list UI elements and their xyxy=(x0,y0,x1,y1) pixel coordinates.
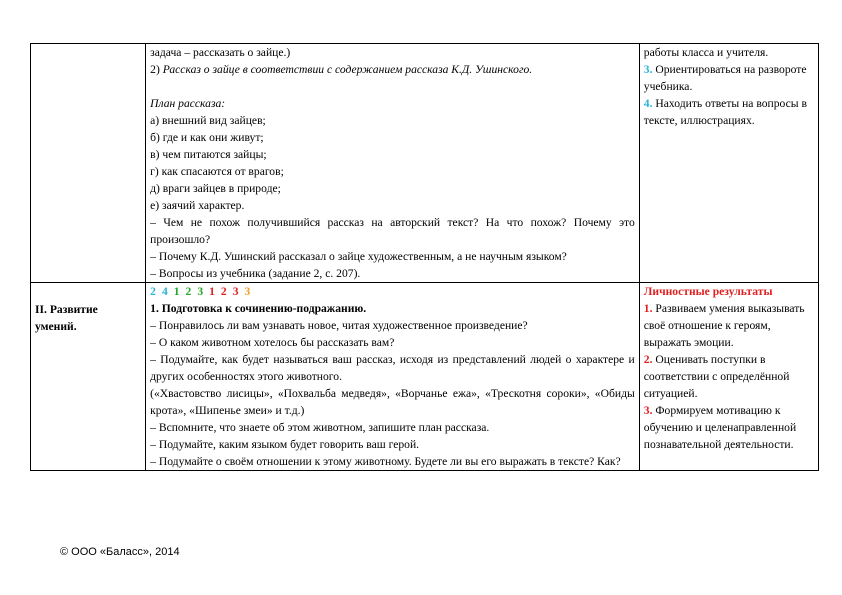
result-text: Оценивать поступки в соответствии с определённой ситуацией. xyxy=(643,353,790,400)
section-heading: 1. Подготовка к сочинению-подражанию. xyxy=(150,302,367,315)
question: – Почему К.Д. Ушинский рассказал о зайце художественным, а не научным языком? xyxy=(150,250,567,263)
question: – О каком животном хотелось бы рассказать вам? xyxy=(150,336,395,349)
result-number: 3. xyxy=(643,63,653,76)
question: – Подумайте, как будет называться ваш рассказ, исходя из представлений людей о характере и других особенностях этого животного. xyxy=(150,353,635,383)
result-item xyxy=(644,351,814,402)
spacer xyxy=(150,78,635,95)
question: – Подумайте о своём отношении к этому животному. Будете ли вы его выражать в тексте? Как? xyxy=(150,455,621,468)
stage-cell xyxy=(31,44,146,283)
content-cell xyxy=(146,44,640,283)
result-text: Находить ответы на вопросы в тексте, иллюстрациях. xyxy=(643,97,807,127)
result-text: Формируем мотивацию к обучению и целенаправленной познавательной деятельности. xyxy=(643,404,797,451)
task-number: 4 xyxy=(161,285,168,298)
stage-title: II. Развитие умений. xyxy=(35,303,98,333)
result-item xyxy=(644,402,814,453)
result-item xyxy=(644,61,814,95)
result-item xyxy=(644,300,814,351)
question: – Вопросы из учебника (задание 2, с. 207). xyxy=(150,267,361,280)
plan-item: е) заячий характер. xyxy=(150,199,245,212)
result-number: 4. xyxy=(643,97,653,110)
task-number: 2 xyxy=(185,285,192,298)
results-cell xyxy=(639,44,818,283)
result-item xyxy=(644,95,814,129)
task-number: 3 xyxy=(197,285,204,298)
plan-item: в) чем питаются зайцы; xyxy=(150,148,267,161)
task-number: 1 xyxy=(209,285,215,298)
task-number: 2 xyxy=(150,285,156,298)
stage-cell xyxy=(31,283,146,471)
lesson-table xyxy=(30,43,819,471)
table-row xyxy=(31,44,819,283)
plan-item: д) враги зайцев в природе; xyxy=(150,182,281,195)
result-line: работы класса и учителя. xyxy=(643,46,769,59)
task-number: 3 xyxy=(244,285,251,298)
result-number: 3. xyxy=(643,404,653,417)
plan-title: План рассказа: xyxy=(150,97,226,110)
question: («Хвастовство лисицы», «Похвальба медведя», «Ворчанье ежа», «Трескотня сороки», «Обиды крота», «Шипенье змеи» и т.д.) xyxy=(150,387,635,417)
question: – Подумайте, каким языком будет говорить ваш герой. xyxy=(150,438,420,451)
text-line xyxy=(150,61,635,78)
question: – Чем не похож получившийся рассказ на авторский текст? На что похож? Почему это произошло? xyxy=(150,216,635,246)
question: – Вспомните, что знаете об этом животном, запишите план рассказа. xyxy=(150,421,490,434)
results-cell xyxy=(639,283,818,471)
question: – Понравилось ли вам узнавать новое, читая художественное произведение? xyxy=(150,319,528,332)
plan-item: б) где и как они живут; xyxy=(150,131,264,144)
plan-item: г) как спасаются от врагов; xyxy=(150,165,284,178)
results-title: Личностные результаты xyxy=(643,285,773,298)
result-text: Ориентироваться на развороте учебника. xyxy=(643,63,807,93)
task-numbers xyxy=(150,283,635,300)
item-number: 2) xyxy=(150,63,160,76)
task-number: 2 xyxy=(220,285,227,298)
result-number: 1. xyxy=(643,302,653,315)
result-number: 2. xyxy=(643,353,653,366)
result-text: Развиваем умения выказывать своё отношение к героям, выражать эмоции. xyxy=(643,302,805,349)
story-task: Рассказ о зайце в соответствии с содержанием рассказа К.Д. Ушинского. xyxy=(162,63,533,76)
text-line: задача – рассказать о зайце.) xyxy=(150,46,291,59)
content-cell xyxy=(146,283,640,471)
task-number: 3 xyxy=(232,285,239,298)
plan-item: а) внешний вид зайцев; xyxy=(150,114,266,127)
table-row xyxy=(31,283,819,471)
task-number: 1 xyxy=(173,285,180,298)
copyright-footer: © ООО «Баласс», 2014 xyxy=(60,546,180,558)
